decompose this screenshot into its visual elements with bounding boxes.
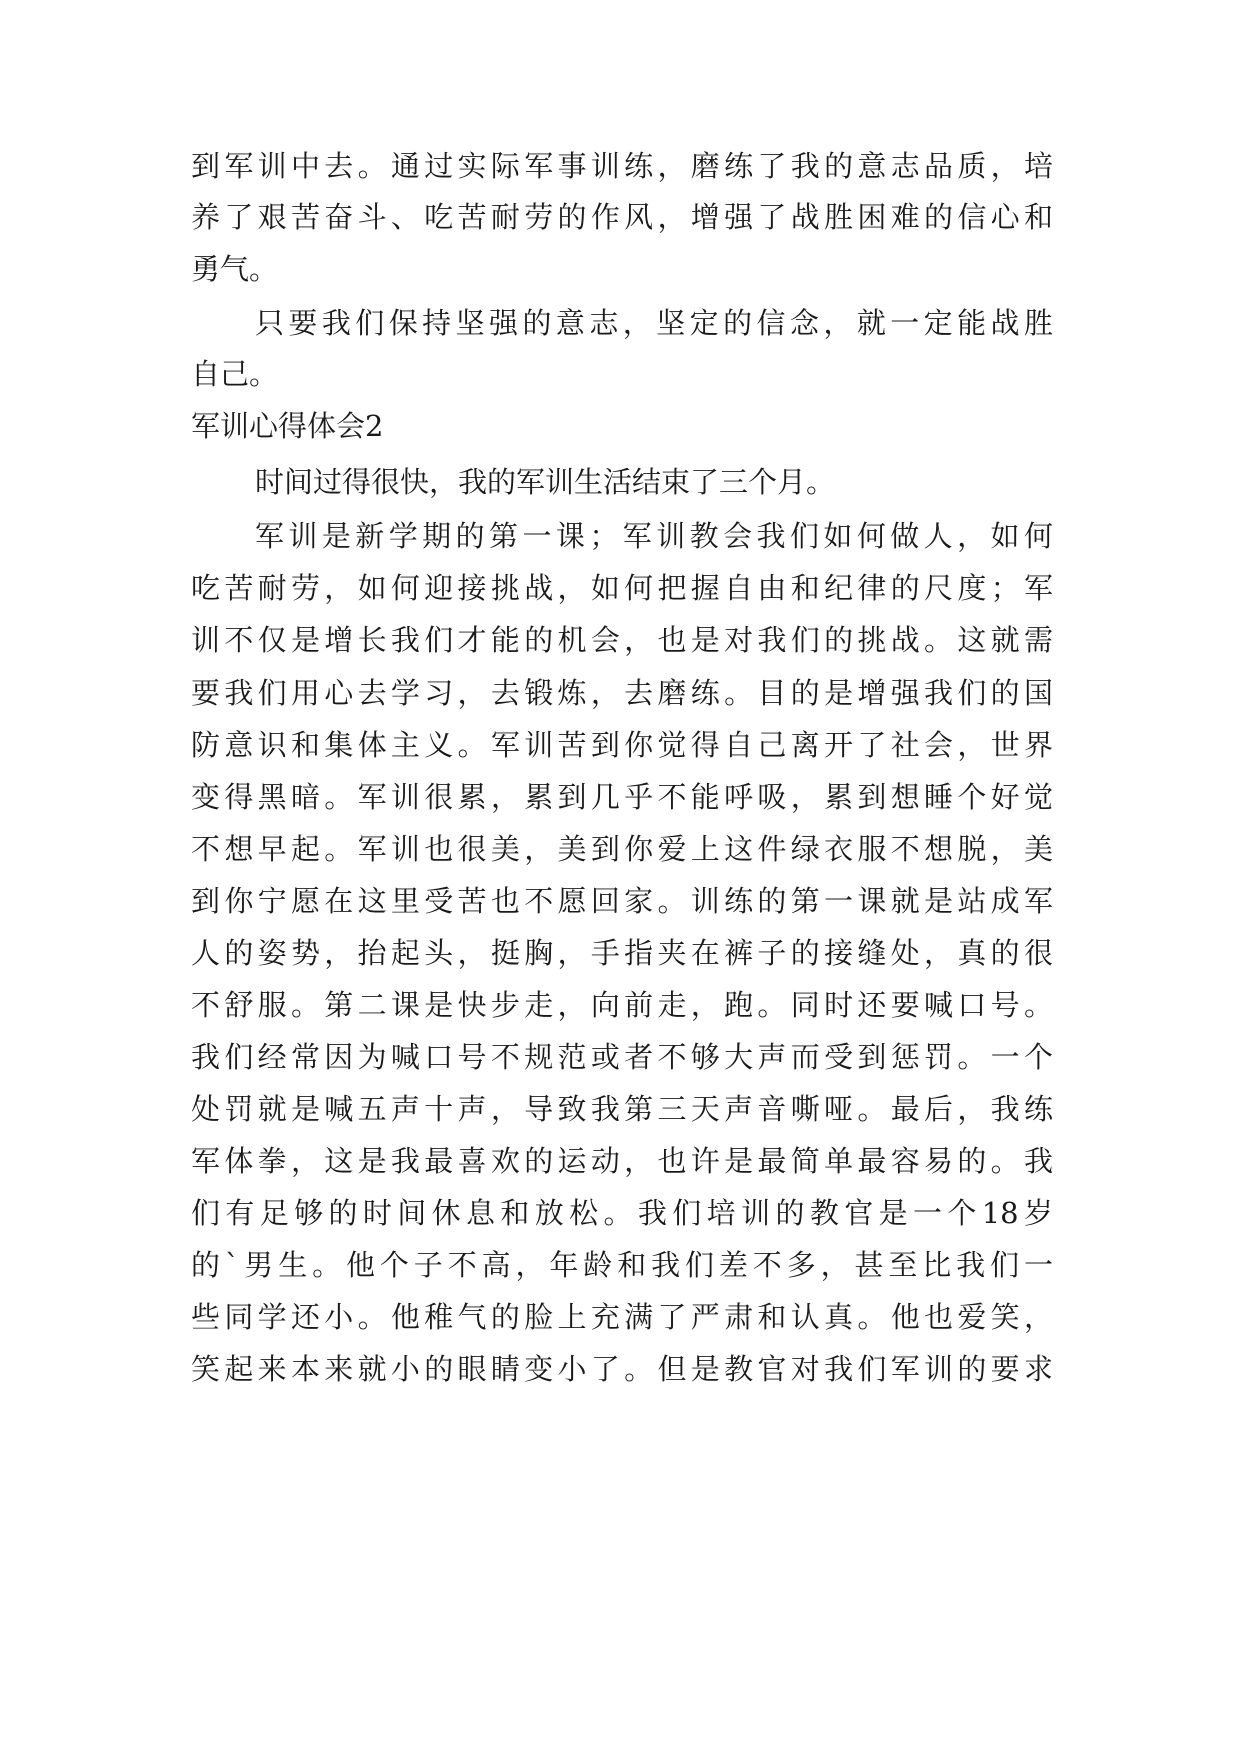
paragraph-4-line-17: 笑起来本来就小的眼睛变小了。但是教官对我们军训的要求 bbox=[191, 1352, 1053, 1386]
paragraph-3-line-1: 时间过得很快，我的军训生活结束了三个月。 bbox=[255, 465, 836, 499]
paragraph-4-line-2: 吃苦耐劳，如何迎接挑战，如何把握自由和纪律的尺度；军 bbox=[191, 571, 1053, 605]
paragraph-4-line-10: 不舒服。第二课是快步走，向前走，跑。同时还要喊口号。 bbox=[191, 988, 1053, 1022]
paragraph-2-line-2: 自己。 bbox=[191, 357, 279, 391]
paragraph-4-line-5: 防意识和集体主义。军训苦到你觉得自己离开了社会，世界 bbox=[191, 728, 1053, 762]
paragraph-4-line-13: 军体拳，这是我最喜欢的运动，也许是最简单最容易的。我 bbox=[191, 1144, 1053, 1178]
paragraph-4-line-9: 人的姿势，抬起头，挺胸，手指夹在裤子的接缝处，真的很 bbox=[191, 936, 1053, 970]
paragraph-4-line-11: 我们经常因为喊口号不规范或者不够大声而受到惩罚。一个 bbox=[191, 1040, 1053, 1074]
paragraph-1-line-2: 养了艰苦奋斗、吃苦耐劳的作风，增强了战胜困难的信心和 bbox=[191, 200, 1053, 234]
paragraph-4-line-4: 要我们用心去学习，去锻炼，去磨练。目的是增强我们的国 bbox=[191, 676, 1053, 710]
paragraph-4-line-12: 处罚就是喊五声十声，导致我第三天声音嘶哑。最后，我练 bbox=[191, 1092, 1053, 1126]
paragraph-4-line-3: 训不仅是增长我们才能的机会，也是对我们的挑战。这就需 bbox=[191, 623, 1053, 657]
paragraph-4-line-15: 的`男生。他个子不高，年龄和我们差不多，甚至比我们一 bbox=[191, 1248, 1053, 1282]
paragraph-4-line-8: 到你宁愿在这里受苦也不愿回家。训练的第一课就是站成军 bbox=[191, 884, 1053, 918]
paragraph-2-line-1: 只要我们保持坚强的意志，坚定的信念，就一定能战胜 bbox=[255, 306, 1053, 340]
paragraph-4-line-14: 们有足够的时间休息和放松。我们培训的教官是一个18岁 bbox=[191, 1196, 1053, 1230]
paragraph-4-line-1: 军训是新学期的第一课；军训教会我们如何做人，如何 bbox=[255, 519, 1053, 553]
paragraph-4-line-16: 些同学还小。他稚气的脸上充满了严肃和认真。他也爱笑， bbox=[191, 1300, 1053, 1334]
paragraph-4-line-6: 变得黑暗。军训很累，累到几乎不能呼吸，累到想睡个好觉 bbox=[191, 780, 1053, 814]
paragraph-1-line-1: 到军训中去。通过实际军事训练，磨练了我的意志品质，培 bbox=[191, 149, 1053, 183]
paragraph-4-line-7: 不想早起。军训也很美，美到你爱上这件绿衣服不想脱，美 bbox=[191, 832, 1053, 866]
section-heading: 军训心得体会2 bbox=[191, 409, 384, 443]
paragraph-1-line-3: 勇气。 bbox=[191, 252, 279, 286]
